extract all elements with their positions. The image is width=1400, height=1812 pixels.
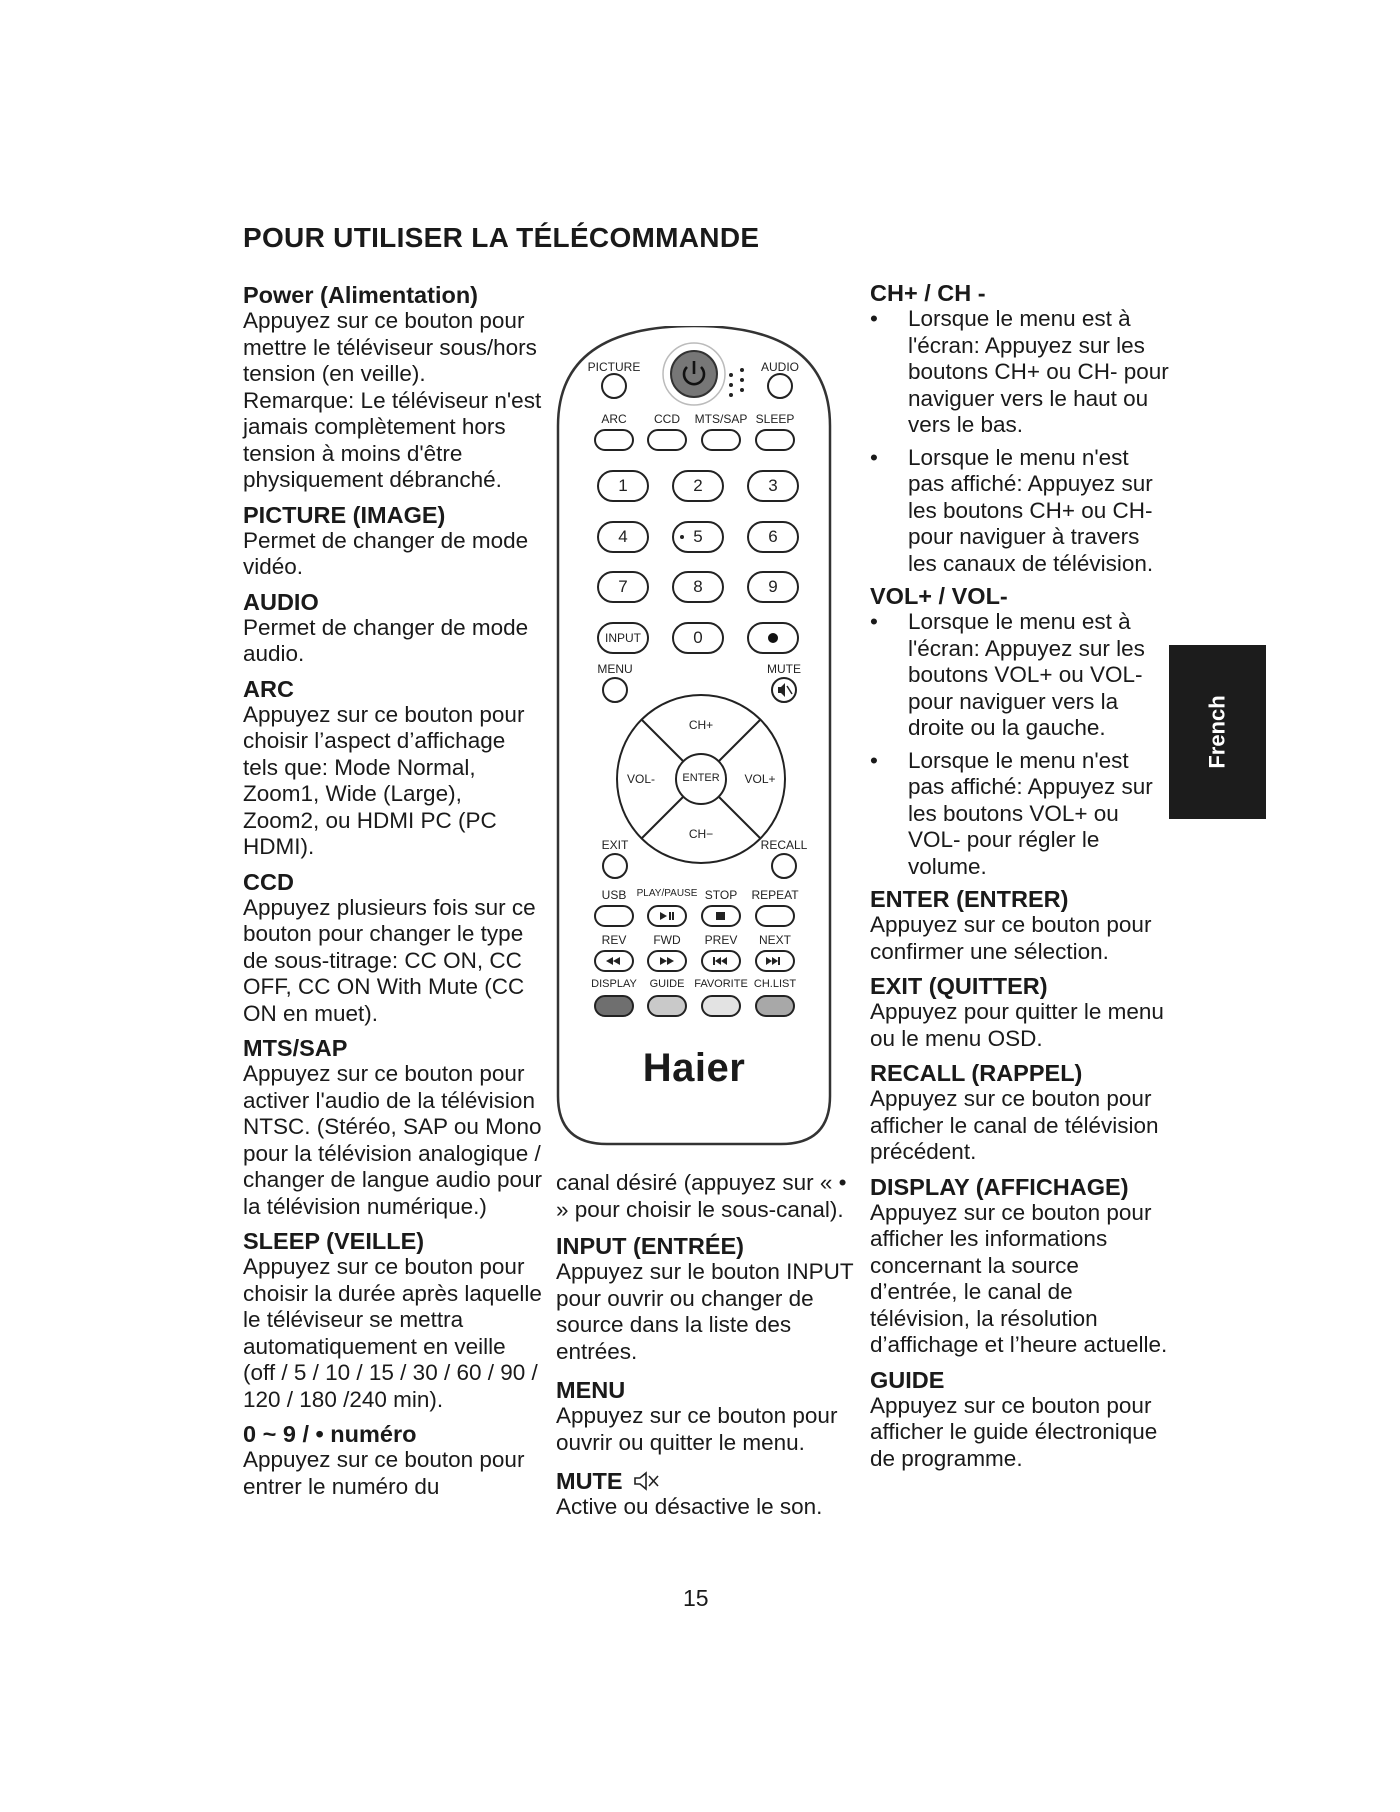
digit-5: 5 bbox=[693, 527, 703, 546]
label-picture: PICTURE bbox=[587, 360, 641, 374]
section-mts-sap bbox=[243, 1035, 543, 1220]
digit-9: 9 bbox=[768, 577, 778, 596]
guide-button bbox=[648, 996, 686, 1016]
language-tab-label: French bbox=[1204, 695, 1230, 769]
remote-illustration bbox=[556, 326, 832, 1146]
label-ch-minus: CH− bbox=[688, 827, 714, 841]
section-title: CH+ / CH - bbox=[870, 280, 986, 306]
digit-1: 1 bbox=[618, 476, 628, 495]
section-title: RECALL (RAPPEL) bbox=[870, 1060, 1083, 1086]
section-text: Appuyez plusieurs fois sur ce bouton pour changer le type de sous-titrage: CC ON, CC OFF, CC ON With Mute (CC ON en muet). bbox=[243, 894, 536, 1026]
digit-7: 7 bbox=[618, 577, 628, 596]
label-menu: MENU bbox=[597, 662, 633, 676]
digit-2: 2 bbox=[693, 476, 703, 495]
section-text: Appuyez sur ce bouton pour confirmer une sélection. bbox=[870, 912, 1152, 964]
pause-icon bbox=[669, 912, 671, 920]
section-text: Appuyez sur ce bouton pour choisir l’aspect d’affichage tels que: Mode Normal, Zoom1, Wide (Large), Zoom2, ou HDMI PC (PC HDMI). bbox=[243, 701, 525, 859]
label-usb: USB bbox=[601, 888, 627, 902]
section-title: PICTURE (IMAGE) bbox=[243, 501, 446, 528]
section-title: DISPLAY (AFFICHAGE) bbox=[870, 1173, 1129, 1200]
label-arc: ARC bbox=[601, 412, 627, 426]
digit-4: 4 bbox=[618, 527, 628, 546]
section-power bbox=[243, 282, 543, 494]
section-text: Appuyez sur ce bouton pour afficher le canal de télévision précédent. bbox=[870, 1086, 1159, 1164]
section-text: Appuyez sur ce bouton pour mettre le téléviseur sous/hors tension (en veille). Remarque: Le téléviseur n'est jamais complètement hors tension à moins d'être physiquement débranché. bbox=[243, 308, 542, 492]
label-ccd: CCD bbox=[654, 412, 680, 426]
section-title: MTS/SAP bbox=[243, 1035, 348, 1061]
section-digits bbox=[243, 1421, 543, 1500]
digit-6: 6 bbox=[768, 527, 778, 546]
section-picture bbox=[243, 502, 543, 581]
channel-bullets bbox=[870, 306, 1170, 577]
label-exit: EXIT bbox=[601, 838, 629, 852]
favorite-button bbox=[702, 996, 740, 1016]
section-audio bbox=[243, 589, 543, 668]
label-favorite: FAVORITE bbox=[694, 978, 748, 990]
dot-button-mark bbox=[768, 633, 778, 643]
section-title: 0 ~ 9 / • numéro bbox=[243, 1421, 417, 1447]
list-item: • Lorsque le menu est à l'écran: Appuyez sur les boutons CH+ ou CH- pour naviguer vers le haut ou vers le bas. bbox=[870, 306, 1170, 439]
section-recall bbox=[870, 1060, 1170, 1166]
label-fwd: FWD bbox=[653, 933, 681, 947]
section-text: Appuyez sur ce bouton pour choisir la durée après laquelle le téléviseur se mettra automatiquement en veille (off / 5 / 10 / 15 / 30 / 60 / 90 / 120 / 180 /240 min). bbox=[243, 1254, 542, 1412]
section-title: SLEEP (VEILLE) bbox=[243, 1228, 425, 1254]
digit-3: 3 bbox=[768, 476, 778, 495]
section-title: Power (Alimentation) bbox=[243, 282, 479, 308]
section-title: MENU bbox=[556, 1377, 626, 1403]
section-sleep bbox=[243, 1228, 543, 1413]
section-title: AUDIO bbox=[243, 588, 319, 615]
list-item: • Lorsque le menu est à l'écran: Appuyez sur les boutons VOL+ ou VOL- pour naviguer vers la droite ou la gauche. bbox=[870, 609, 1170, 742]
label-audio: AUDIO bbox=[760, 360, 800, 374]
label-recall: RECALL bbox=[760, 838, 808, 852]
label-repeat: REPEAT bbox=[751, 888, 799, 902]
section-input bbox=[556, 1233, 856, 1365]
section-text: Permet de changer de mode audio. bbox=[243, 614, 529, 666]
section-text: Active ou désactive le son. bbox=[556, 1494, 823, 1519]
display-button bbox=[595, 996, 633, 1016]
section-title: INPUT (ENTRÉE) bbox=[556, 1233, 744, 1259]
section-text: Appuyez sur ce bouton pour afficher le guide électronique de programme. bbox=[870, 1392, 1158, 1471]
digit-0: 0 bbox=[693, 628, 703, 647]
label-rev: REV bbox=[601, 933, 627, 947]
label-mts-sap: MTS/SAP bbox=[694, 412, 748, 426]
label-ch-plus: CH+ bbox=[688, 718, 714, 732]
right-column bbox=[870, 280, 1170, 1480]
section-volume bbox=[870, 583, 1170, 880]
section-text: Appuyez sur le bouton INPUT pour ouvrir ou changer de source dans la liste des entrées. bbox=[556, 1259, 854, 1364]
label-stop: STOP bbox=[704, 888, 738, 902]
stop-icon bbox=[716, 912, 725, 920]
label-mute: MUTE bbox=[767, 662, 801, 676]
list-item: • Lorsque le menu n'est pas affiché: Appuyez sur les boutons CH+ ou CH- pour naviguer à travers les canaux de télévision. bbox=[870, 445, 1170, 578]
label-input: INPUT bbox=[605, 631, 641, 645]
list-item: • Lorsque le menu n'est pas affiché: Appuyez sur les boutons VOL+ ou VOL- pour régler le volume. bbox=[870, 748, 1170, 881]
section-arc bbox=[243, 676, 543, 861]
page-number: 15 bbox=[683, 1585, 709, 1611]
label-prev: PREV bbox=[704, 933, 738, 947]
middle-column bbox=[556, 1170, 856, 1529]
section-title: GUIDE bbox=[870, 1366, 945, 1393]
pause-icon-bar bbox=[672, 912, 674, 920]
section-menu bbox=[556, 1377, 856, 1456]
label-sleep: SLEEP bbox=[755, 412, 795, 426]
section-title: ARC bbox=[243, 675, 294, 702]
sub-channel-dot bbox=[680, 535, 684, 539]
volume-bullets bbox=[870, 609, 1170, 880]
section-text: Appuyez sur ce bouton pour afficher les informations concernant la source d’entrée, le canal de télévision, la résolution d’affichage et l’heure actuelle. bbox=[870, 1199, 1168, 1357]
label-play-pause: PLAY/PAUSE bbox=[636, 888, 698, 899]
label-guide: GUIDE bbox=[649, 978, 685, 990]
section-text: Permet de changer de mode vidéo. bbox=[243, 527, 529, 579]
section-text: Appuyez pour quitter le menu ou le menu OSD. bbox=[870, 999, 1164, 1051]
section-exit bbox=[870, 973, 1170, 1052]
section-display bbox=[870, 1174, 1170, 1359]
mute-icon bbox=[633, 1470, 659, 1492]
ch-list-button bbox=[756, 996, 794, 1016]
section-ccd bbox=[243, 869, 543, 1028]
label-next: NEXT bbox=[758, 933, 792, 947]
section-channel bbox=[870, 280, 1170, 577]
label-vol-plus: VOL+ bbox=[744, 772, 776, 786]
section-title: CCD bbox=[243, 868, 294, 895]
section-mute bbox=[556, 1468, 856, 1521]
section-title: MUTE bbox=[556, 1468, 623, 1494]
remote-drawing bbox=[556, 326, 832, 1146]
brand-logo: Haier bbox=[642, 1046, 746, 1090]
section-enter bbox=[870, 886, 1170, 965]
digit-8: 8 bbox=[693, 577, 703, 596]
section-title: ENTER (ENTRER) bbox=[870, 886, 1069, 912]
page-title: POUR UTILISER LA TÉLÉCOMMANDE bbox=[243, 222, 760, 253]
section-title: VOL+ / VOL- bbox=[870, 583, 1008, 609]
label-enter: ENTER bbox=[682, 772, 720, 784]
section-text: Appuyez sur ce bouton pour activer l'audio de la télévision NTSC. (Stéréo, SAP ou Mono pour la télévision analogique / changer de langue audio pour la télévision numérique.) bbox=[243, 1061, 542, 1219]
language-tab bbox=[1169, 645, 1266, 819]
section-title-row bbox=[556, 1468, 856, 1494]
continuation-text: canal désiré (appuyez sur « • » pour choisir le sous-canal). bbox=[556, 1170, 847, 1222]
section-title: EXIT (QUITTER) bbox=[870, 973, 1048, 999]
label-vol-minus: VOL- bbox=[626, 772, 656, 786]
label-display: DISPLAY bbox=[591, 978, 637, 990]
section-guide bbox=[870, 1367, 1170, 1473]
section-text: Appuyez sur ce bouton pour entrer le numéro du bbox=[243, 1447, 525, 1499]
section-text: Appuyez sur ce bouton pour ouvrir ou quitter le menu. bbox=[556, 1403, 838, 1455]
left-column bbox=[243, 282, 543, 1508]
label-ch-list: CH.LIST bbox=[753, 978, 797, 990]
